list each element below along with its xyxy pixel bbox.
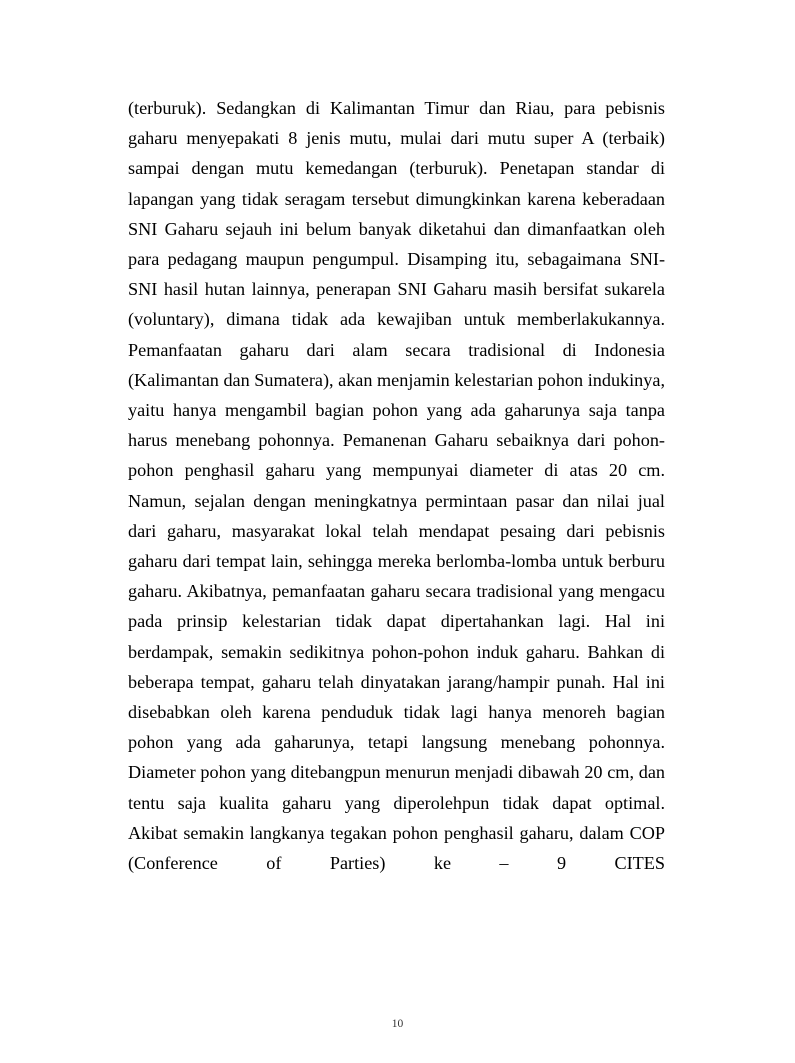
paragraph-1: (terburuk). Sedangkan di Kalimantan Timur dan Riau, para pebisnis gaharu menyepakati 8 jenis mutu, mulai dari mutu super A (terbaik) sampai dengan mutu kemedangan (terburuk). Penetapan standar di lapangan yang tidak seragam tersebut dimungkinkan karena keberadaan SNI Gaharu sejauh ini belum banyak diketahui dan dimanfaatkan oleh para pedagang maupun pengumpul. Disamping itu, sebagaimana SNI-SNI hasil hutan lainnya, penerapan SNI Gaharu masih bersifat sukarela (voluntary), dimana tidak ada kewajiban untuk memberlakukannya.: [128, 98, 665, 330]
page-text-body: [128, 93, 665, 878]
page-number-footer: 10: [391, 1018, 404, 1030]
paragraph-3: Akibat semakin langkanya tegakan pohon penghasil gaharu, dalam COP (Conference of Parties) ke – 9 CITES: [128, 822, 665, 874]
paragraph-2: Pemanfaatan gaharu dari alam secara tradisional di Indonesia (Kalimantan dan Sumatera), akan menjamin kelestarian pohon indukinya, yaitu hanya mengambil bagian pohon yang ada gaharunya saja tanpa harus menebang pohonnya. Pemanenan Gaharu sebaiknya dari pohon-pohon penghasil gaharu yang mempunyai diameter di atas 20 cm. Namun, sejalan dengan meningkatnya permintaan pasar dan nilai jual dari gaharu, masyarakat lokal telah mendapat pesaing dari pebisnis gaharu dari tempat lain, sehingga mereka berlomba-lomba untuk berburu gaharu. Akibatnya, pemanfaatan gaharu secara tradisional yang mengacu pada prinsip kelestarian tidak dapat dipertahankan lagi. Hal ini berdampak, semakin sedikitnya pohon-pohon induk gaharu. Bahkan di beberapa tempat, gaharu telah dinyatakan jarang/hampir punah. Hal ini disebabkan oleh karena penduduk tidak lagi hanya menoreh bagian pohon yang ada gaharunya, tetapi langsung menebang pohonnya. Diameter pohon yang ditebangpun menurun menjadi dibawah 20 cm, dan tentu saja kualita gaharu yang diperolehpun tidak dapat optimal.: [128, 339, 665, 813]
